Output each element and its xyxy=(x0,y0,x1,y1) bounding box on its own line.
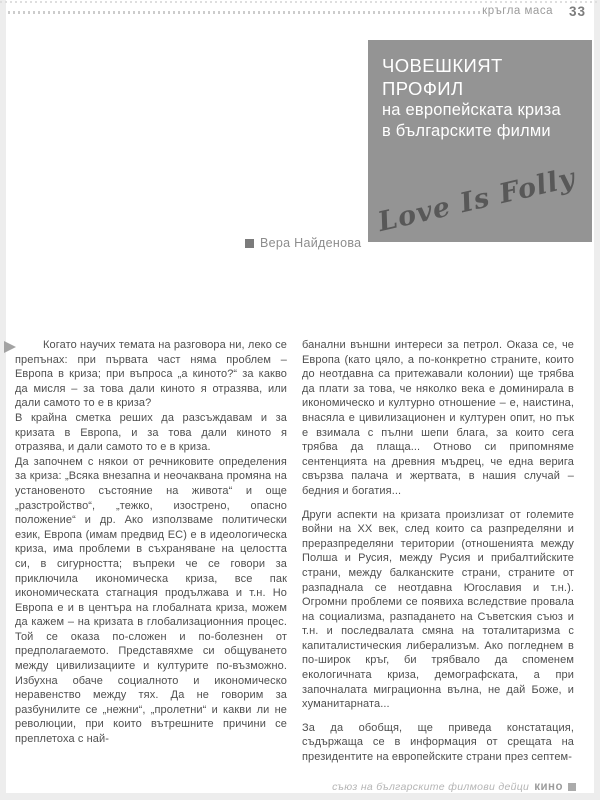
page-footer xyxy=(332,781,576,793)
square-bullet-icon xyxy=(245,239,254,248)
article-title-line2: на европейската криза xyxy=(382,101,561,119)
page-header xyxy=(8,4,586,18)
section-label: кръгла маса xyxy=(482,5,553,17)
article-title-box xyxy=(368,40,592,242)
right-column xyxy=(302,338,574,765)
article-title-line3: в българските филми xyxy=(382,122,551,140)
page-number: 33 xyxy=(568,3,586,19)
footer-union-text: съюз на българските филмови дейци xyxy=(332,781,530,793)
left-column xyxy=(15,338,287,765)
footer-square-icon xyxy=(568,783,576,791)
kino-logo: кино xyxy=(534,781,563,793)
author-name: Вера Найденова xyxy=(260,236,362,250)
author-byline xyxy=(245,236,361,250)
page-edge-right xyxy=(594,0,600,800)
page-edge-bottom xyxy=(0,793,600,800)
paragraph: За да обобщя, ще приведа констатация, съдържаща се в информация от срещата на президентите на европейските страни през септем- xyxy=(302,721,574,764)
page-edge-left xyxy=(0,0,6,800)
paragraph: Други аспекти на кризата произлизат от големите войни на ХХ век, след които са разпределяни и преразпределяни територии (отношенията между Полша и Русия, между Русия и прибалтийските страни, между балканските страни, страните от разпаднала се неотдавна Югославия и т.н.). Огромни проблеми се появиха вследствие провала на социализма, разпадането на Съветския съюз и т.н. и последвалата смяна на тоталитаризма с капиталистическия либерализъм. Ако погледнем в по-широк кръг, би трябвало да споменем екологичната криза, демографската, а при започналата миграционна вълна, не дай Боже, и хуманитарната... xyxy=(302,508,574,711)
dotted-leader xyxy=(8,11,481,14)
film-title-signature: Love Is Folly xyxy=(375,162,579,239)
paragraph: Когато научих темата на разговора ни, леко се препънах: при първата част няма проблем – Европа в криза; при въпроса „а киното?“ за какво да мисля – за това дали киното я отразява, или дали самото то е в криза? xyxy=(15,339,287,410)
paragraph: Да започнем с някои от речниковите определения за криза: „Всяка внезапна и неочаквана промяна на установеното състояние на живота“ и още „разстройство“, „тежко, изострено, опасно положение“ и др. Ако използваме политически език, Европа (имам предвид ЕС) е в идеологическа криза, има проблеми в съхраняване на целостта си, в сигурността; въпреки че се говори за приключила икономическа криза, все пак икономическата стагнация продължава и т.н. Но Европа е и в центъра на глобалната криза, можем да кажем – на кризата в глобализационния процес. Той се оказа по-сложен и по-болезнен от предполагаемото. Представяхме си общуването между цивилизациите и културите по-възможно. Избухна обаче социалното и икономическо неравенство между тях. Да не говорим за разбунилите се „нежни“, „пролетни“ и какви ли не революции, при които вътрешните причини се преплетоха с най- xyxy=(15,455,287,746)
paragraph: банални външни интереси за петрол. Оказа се, че Европа (като цяло, а по-конкретно страните, които до неотдавна са притежавали колонии) ще трябва да плати за това, че няколко века е доминирала в икономическо и културно отношение – е, наистина, внасяла е цивилизационен и културен опит, но пък е взимала с пълни шепи блага, за които сега трябва да плаща... Отново си припомняме сентенцията на древния мъдрец, че една верига свързва палача и жертвата, в нашия случай – бедния и богатия... xyxy=(302,339,574,497)
paragraph: В крайна сметка реших да разсъждавам и за кризата в Европа, и за това дали киното я отразява, и дали самото то е в криза. xyxy=(15,411,287,454)
article-title-line1: ЧОВЕШКИЯТ ПРОФИЛ xyxy=(382,55,503,99)
article-body xyxy=(15,338,575,765)
top-dotted-rule xyxy=(0,1,600,3)
